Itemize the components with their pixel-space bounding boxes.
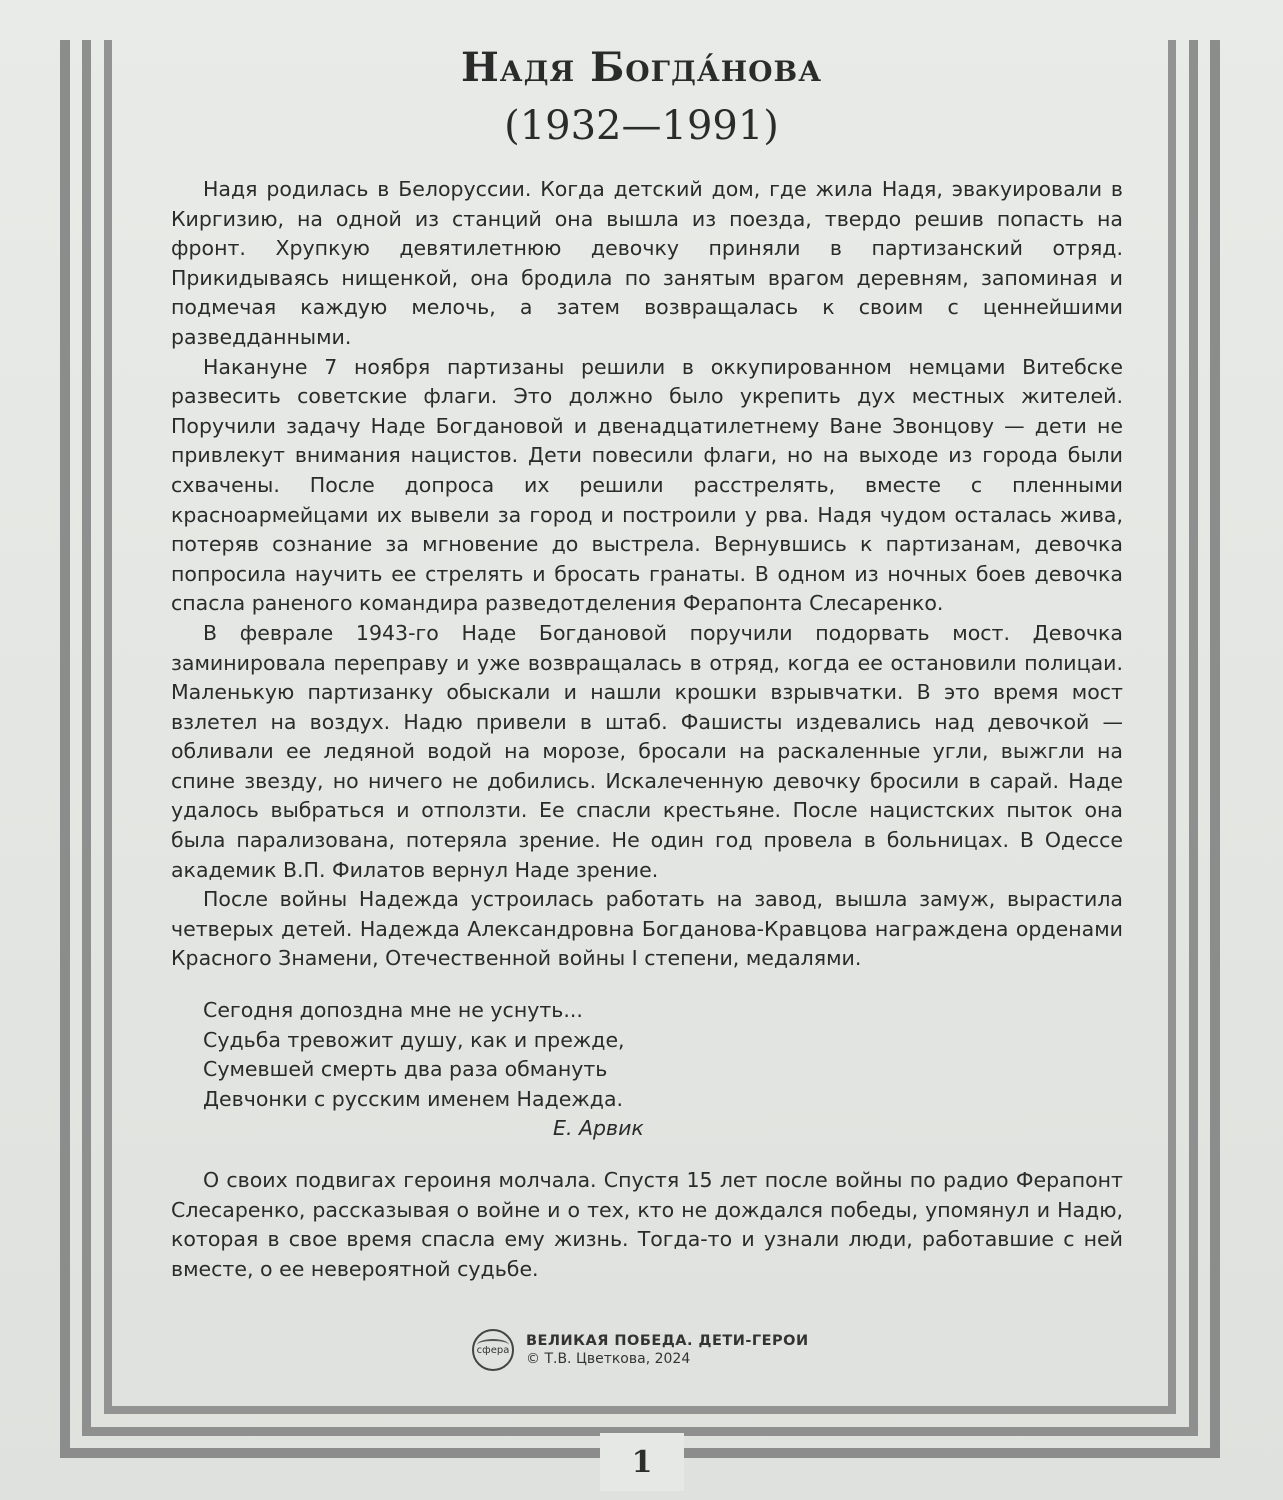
closing-paragraph: О своих подвигах героиня молчала. Спустя 15 лет после войны по радио Ферапонт Слесаренко, рассказывая о войне и о тех, кто не дождался победы, упомянул и Надю, которая в свое время спасла ему жизнь. Тогда-то и узнали люди, работавшие с ней вместе, о ее невероятной судьбе. xyxy=(171,1168,1123,1281)
paragraph-4: После войны Надежда устроилась работать на завод, вышла замуж, вырастила четверых детей. Надежда Александровна Богданова-Кравцова награждена орденами Красного Знамени, Отечественной войны I степени, медалями. xyxy=(171,887,1123,971)
poem-line: Сегодня допоздна мне не уснуть... xyxy=(203,998,583,1023)
copyright: © Т.В. Цветкова, 2024 xyxy=(526,1351,691,1367)
poem-line: Сумевшей смерть два раза обмануть xyxy=(203,1057,608,1082)
paragraph-2: Накануне 7 ноября партизаны решили в оккупированном немцами Витебске развесить советские флаги. Это должно было укрепить дух местных жителей. Поручили задачу Наде Богдановой и двенадцатилетнему Ване Звонцову — дети не привлекут внимания нацистов. Дети повесили флаги, но на выходе из города были схвачены. После допроса их решили расстрелять, вместе с пленными красноармейцами их вывели за город и построили у рва. Надя чудом осталась жива, потеряв сознание за мгновение до выстрела. Вернувшись к партизанам, девочка попросила научить ее стрелять и бросать гранаты. В одном из ночных боев девочка спасла раненого командира разведотделения Ферапонта Слесаренко. xyxy=(171,354,1123,616)
poem xyxy=(171,996,1123,1144)
paragraph-1: Надя родилась в Белоруссии. Когда детский дом, где жила Надя, эвакуировали в Киргизию, на одной из станций она вышла из поезда, твердо решив попасть на фронт. Хрупкую девятилетнюю девочку приняли в партизанский отряд. Прикидываясь нищенкой, она бродила по занятым врагом деревням, запоминая и подмечая каждую мелочь, а затем возвращалась к своим с ценнейшими разведданными. xyxy=(171,177,1123,349)
paragraph-3: В феврале 1943-го Наде Богдановой поручили подорвать мост. Девочка заминировала переправу и уже возвращалась в отряд, когда ее остановили полицаи. Маленькую партизанку обыскали и нашли крошки взрывчатки. В это время мост взлетел на воздух. Надю привели в штаб. Фашисты издевались над девочкой — обливали ее ледяной водой на морозе, бросали на раскаленные угли, выжгли на спине звезду, но ничего не добились. Искалеченную девочку бросили в сарай. Наде удалось выбраться и отползти. Ее спасли крестьяне. После нацистских пыток она была парализована, потеряла зрение. Не один год провела в больницах. В Одессе академик В.П. Филатов вернул Наде зрение. xyxy=(171,620,1123,882)
footer-text xyxy=(526,1333,809,1367)
article-body xyxy=(171,175,1123,1284)
page-title: Надя Богда́нова xyxy=(460,44,823,91)
poem-author: Е. Арвик xyxy=(553,1116,644,1141)
life-years: (1932—1991) xyxy=(504,103,779,149)
poem-line: Судьба тревожит душу, как и прежде, xyxy=(203,1027,625,1052)
series-title: ВЕЛИКАЯ ПОБЕДА. ДЕТИ-ГЕРОИ xyxy=(526,1333,809,1349)
publisher-logo-icon xyxy=(472,1329,514,1371)
logo-text: сфера xyxy=(476,1344,510,1356)
poem-line: Девчонки с русским именем Надежда. xyxy=(203,1086,624,1111)
page-number: 1 xyxy=(600,1433,684,1491)
footer xyxy=(472,1325,809,1375)
